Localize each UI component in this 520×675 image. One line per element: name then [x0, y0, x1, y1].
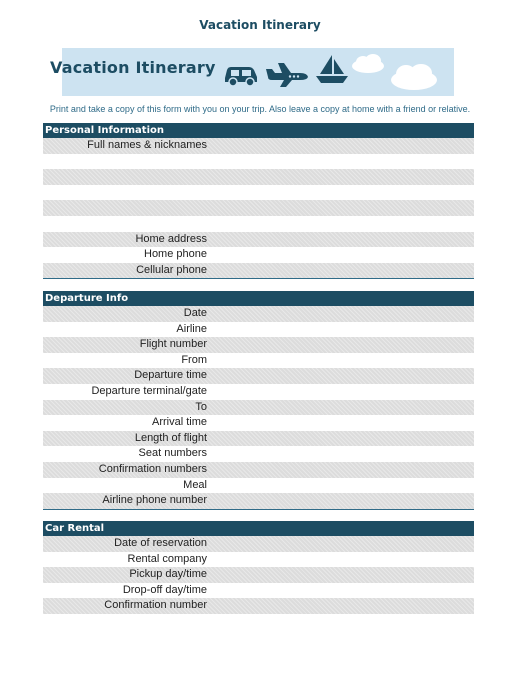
cloud-icon — [388, 62, 440, 92]
form-row[interactable] — [43, 400, 474, 416]
section-divider — [43, 278, 474, 279]
row-label: Home address — [135, 232, 207, 245]
section-header: Car Rental — [43, 521, 474, 536]
car-icon — [222, 63, 260, 87]
form-row[interactable] — [43, 431, 474, 447]
sailboat-icon — [314, 52, 350, 86]
form-row[interactable] — [43, 446, 474, 462]
form-row[interactable] — [43, 478, 474, 494]
section-divider — [43, 509, 474, 510]
form-row[interactable] — [43, 200, 474, 216]
row-label: Drop-off day/time — [122, 583, 207, 596]
section-header: Departure Info — [43, 291, 474, 306]
banner-title: Vacation Itinerary — [50, 58, 216, 77]
cloud-icon — [350, 53, 386, 75]
form-row[interactable] — [43, 368, 474, 384]
row-label: Home phone — [144, 248, 207, 261]
row-label: Departure terminal/gate — [91, 384, 207, 397]
row-label: Seat numbers — [138, 447, 207, 460]
section-car-rental — [43, 521, 474, 614]
form-row[interactable] — [43, 185, 474, 201]
form-row[interactable] — [43, 154, 474, 170]
section-personal-information — [43, 123, 474, 279]
row-label: Departure time — [134, 369, 207, 382]
form-row[interactable] — [43, 247, 474, 263]
form-row[interactable] — [43, 462, 474, 478]
row-label: Pickup day/time — [129, 568, 207, 581]
row-label: Airline phone number — [102, 494, 207, 507]
row-label: Length of flight — [134, 431, 207, 444]
form-row[interactable] — [43, 384, 474, 400]
row-label: Date of reservation — [114, 537, 207, 549]
form-row[interactable] — [43, 337, 474, 353]
form-row[interactable] — [43, 232, 474, 248]
form-row[interactable] — [43, 138, 474, 154]
section-header: Personal Information — [43, 123, 474, 138]
form-row[interactable] — [43, 493, 474, 509]
form-row[interactable] — [43, 552, 474, 568]
form-row[interactable] — [43, 322, 474, 338]
form-row[interactable] — [43, 598, 474, 614]
row-label: Confirmation numbers — [98, 462, 207, 475]
page-title: Vacation Itinerary — [199, 18, 321, 32]
row-label: Full names & nicknames — [87, 139, 207, 151]
form-row[interactable] — [43, 536, 474, 552]
row-label: Confirmation number — [104, 599, 207, 612]
row-label: Date — [183, 307, 207, 319]
intro-text: Print and take a copy of this form with you on your trip. Also leave a copy at home with a friend or relative. — [49, 104, 471, 114]
row-label: Cellular phone — [136, 263, 207, 276]
row-label: Rental company — [127, 552, 207, 565]
row-label: Meal — [183, 478, 207, 491]
row-label: Airline — [176, 322, 207, 335]
form-row[interactable] — [43, 415, 474, 431]
section-departure-info — [43, 291, 474, 510]
form-row[interactable] — [43, 306, 474, 322]
row-label: To — [195, 400, 207, 413]
form-row[interactable] — [43, 583, 474, 599]
row-label: From — [181, 353, 207, 366]
form-row[interactable] — [43, 169, 474, 185]
airplane-icon — [264, 60, 310, 88]
form-row[interactable] — [43, 567, 474, 583]
form-row[interactable] — [43, 353, 474, 369]
row-label: Arrival time — [151, 416, 207, 429]
form-row[interactable] — [43, 216, 474, 232]
form-row[interactable] — [43, 263, 474, 279]
row-label: Flight number — [139, 338, 207, 351]
